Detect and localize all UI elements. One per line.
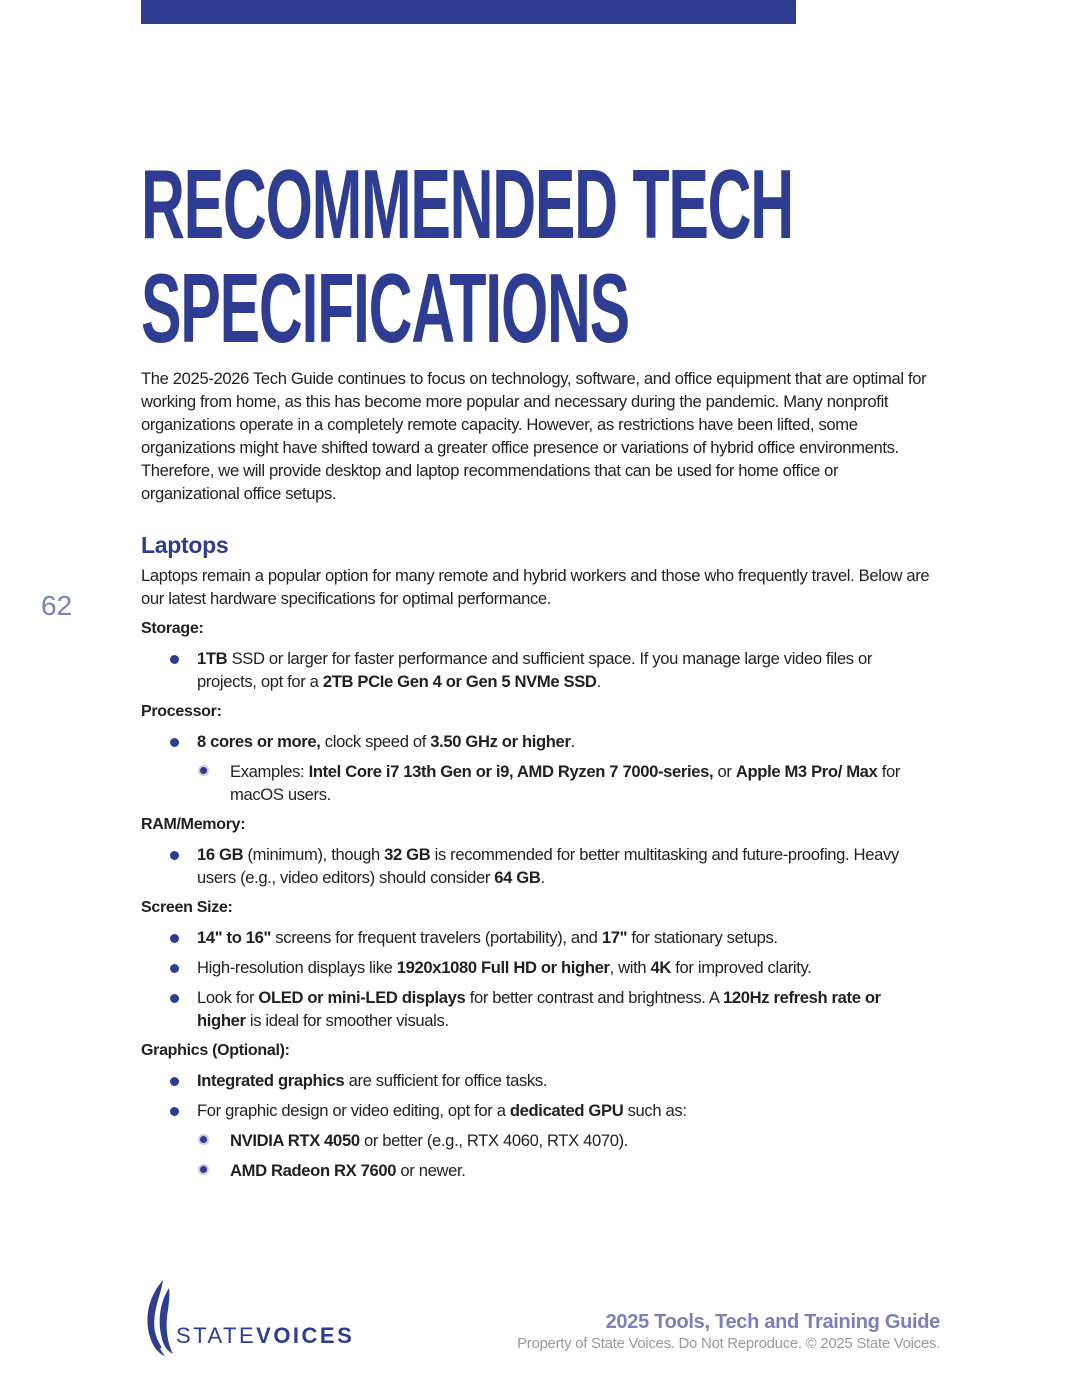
laptops-section xyxy=(141,530,941,1182)
sub-list-item: AMD Radeon RX 7600 or newer. xyxy=(141,1159,922,1182)
spec-label-processor: Processor: xyxy=(141,703,222,720)
state-voices-logo xyxy=(141,1278,371,1358)
page-title-line-2: SPECIFICATIONS xyxy=(141,253,629,363)
spec-label-storage: Storage: xyxy=(141,620,204,637)
list-item: 16 GB (minimum), though 32 GB is recommended for better multitasking and future-proofing. Heavy users (e.g., video editors) should consider 64 GB. xyxy=(141,843,922,889)
spec-label-screen: Screen Size: xyxy=(141,899,233,916)
spec-group-graphics xyxy=(141,1040,941,1182)
spec-group-ram xyxy=(141,814,941,889)
page-number: 62 xyxy=(41,590,73,621)
laptops-heading: Laptops xyxy=(141,532,229,558)
list-item: High-resolution displays like 1920x1080 Full HD or higher, with 4K for improved clarity. xyxy=(141,956,922,979)
spec-group-storage xyxy=(141,618,941,693)
guide-title: 2025 Tools, Tech and Training Guide xyxy=(605,1311,940,1333)
spec-label-ram: RAM/Memory: xyxy=(141,816,246,833)
intro-paragraph: The 2025-2026 Tech Guide continues to focus on technology, software, and office equipment that are optimal for working from home, as this has become more popular and necessary during the pandemic. Many nonprofit organizations operate in a completely remote capacity. However, as restrictions have been lifted, some organizations might have shifted toward a greater office presence or variations of hybrid office environments. Therefore, we will provide desktop and laptop recommendations that can be used for home office or organizational office setups. xyxy=(141,369,927,503)
laptops-intro: Laptops remain a popular option for many remote and hybrid workers and those who frequently travel. Below are our latest hardware specifications for optimal performance. xyxy=(141,566,930,608)
page-footer xyxy=(517,1310,940,1354)
header-accent-bar xyxy=(141,0,796,24)
copyright-notice: Property of State Voices. Do Not Reproduce. © 2025 State Voices. xyxy=(517,1335,940,1352)
logo-wordmark: STATEVOICES xyxy=(176,1323,355,1348)
list-item: Look for OLED or mini-LED displays for better contrast and brightness. A 120Hz refresh rate or higher is ideal for smoother visuals. xyxy=(141,986,922,1032)
sub-list-item: NVIDIA RTX 4050 or better (e.g., RTX 4060, RTX 4070). xyxy=(141,1129,922,1152)
spec-group-processor xyxy=(141,701,941,806)
page-title xyxy=(141,149,793,363)
page-title-line-1: RECOMMENDED TECH xyxy=(141,149,793,259)
list-item: Integrated graphics are sufficient for office tasks. xyxy=(141,1069,922,1092)
spec-label-graphics: Graphics (Optional): xyxy=(141,1042,290,1059)
flame-swoosh-icon xyxy=(141,1278,181,1358)
list-item: 1TB SSD or larger for faster performance and sufficient space. If you manage large video files or projects, opt for a 2TB PCIe Gen 4 or Gen 5 NVMe SSD. xyxy=(141,647,922,693)
spec-group-screen xyxy=(141,897,941,1032)
list-item: 8 cores or more, clock speed of 3.50 GHz or higher. xyxy=(141,730,922,753)
list-item: For graphic design or video editing, opt for a dedicated GPU such as: xyxy=(141,1099,922,1122)
list-item: 14" to 16" screens for frequent travelers (portability), and 17" for stationary setups. xyxy=(141,926,922,949)
sub-list-item: Examples: Intel Core i7 13th Gen or i9, AMD Ryzen 7 7000-series, or Apple M3 Pro/ Max for macOS users. xyxy=(141,760,922,806)
